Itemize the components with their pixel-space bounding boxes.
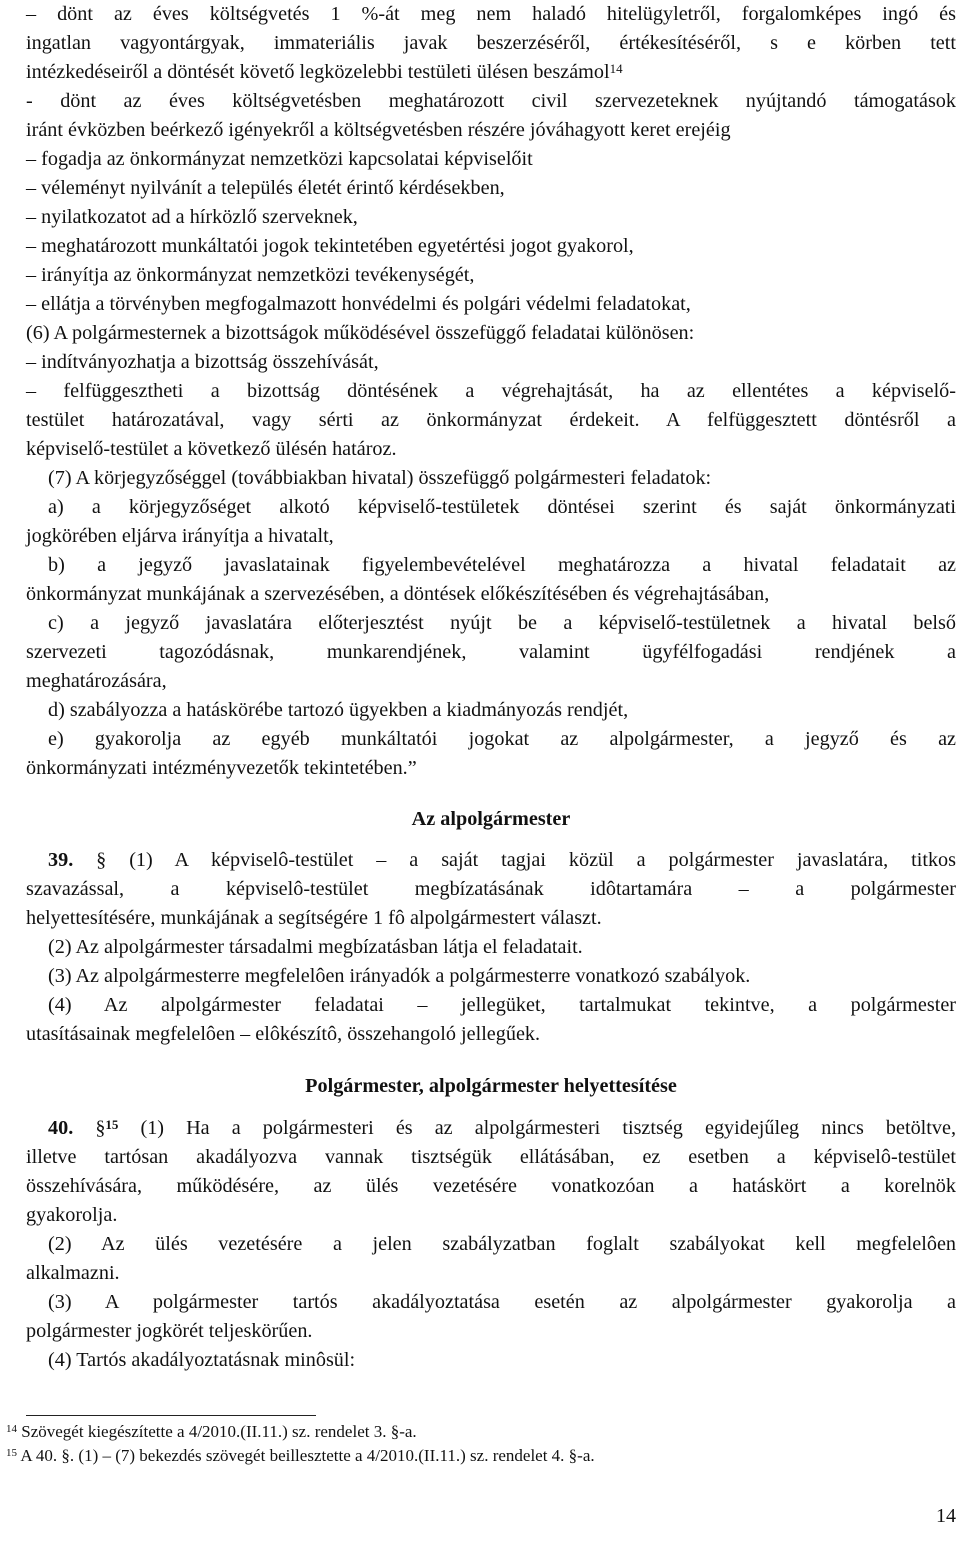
section-heading: Az alpolgármester: [411, 808, 571, 830]
text-line: (3) A polgármester tartós akadályoztatása esetén az alpolgármester gyakorolja a: [48, 1291, 956, 1313]
text-line: alkalmazni.: [26, 1262, 120, 1284]
text-line: önkormányzat munkájának a szervezésében, a döntések előkészítésében és végrehajtásában,: [26, 583, 770, 605]
text-line: polgármester jogkörét teljeskörűen.: [26, 1320, 313, 1342]
page-number: 14: [936, 1505, 956, 1527]
list-item: – meghatározott munkáltatói jogok tekintetében egyetértési jogot gyakorol,: [26, 235, 634, 257]
section-heading: Polgármester, alpolgármester helyettesítése: [305, 1075, 677, 1097]
footnote-divider: [26, 1415, 316, 1416]
list-item: – indítványozhatja a bizottság összehívását,: [26, 351, 379, 373]
paragraph-sign: §: [96, 849, 107, 871]
footnote-ref[interactable]: 14: [609, 61, 623, 76]
text-line: utasításainak megfelelôen – elôkészítô, összehangoló jellegűek.: [26, 1023, 541, 1045]
list-item: – véleményt nyilvánít a település életét érintő kérdésekben,: [26, 177, 505, 199]
text-line: szervezeti tagozódásnak, munkarendjének, valamint ügyfélfogadási rendjének a: [26, 641, 956, 663]
text-line: b) a jegyző javaslatainak figyelembevételével meghatározza a hivatal feladatait az: [48, 554, 956, 576]
section-number: 39.: [48, 849, 74, 871]
text-line: ingatlan vagyontárgyak, immateriális javak beszerzéséről, értékesítéséről, s e körben tett: [26, 32, 956, 54]
text-line: illetve tartósan akadályozva vannak tisztségük ellátásában, ez esetben a képviselô-testület: [26, 1146, 956, 1168]
text-line: összehívására, működésére, az ülés vezetésére vonatkozóan a hatáskört a korelnök: [26, 1175, 956, 1197]
section-number: 40.: [48, 1117, 74, 1139]
list-item: – irányítja az önkormányzat nemzetközi tevékenységét,: [26, 264, 475, 286]
text-line: e) gyakorolja az egyéb munkáltatói jogokat az alpolgármester, a jegyző és az: [48, 728, 956, 750]
text-line: (4) Tartós akadályoztatásnak minôsül:: [48, 1349, 356, 1371]
footnote: $^{14}$ Szövegét kiegészítette a 4/2010.(II.11.) sz. rendelet 3. §-a.: [6, 1422, 417, 1441]
footnote-ref[interactable]: 15: [105, 1117, 119, 1132]
text-line: intézkedéseiről a döntését követő legközelebbi testületi ülésen beszámol$^{14}$: [26, 61, 623, 83]
text-line: jogkörében eljárva irányítja a hivatalt,: [26, 525, 334, 547]
text-line: (7) A körjegyzőséggel (továbbiakban hivatal) összefüggő polgármesteri feladatok:: [48, 467, 712, 489]
text-line: meghatározására,: [26, 670, 167, 692]
text-line: a) a körjegyzőséget alkotó képviselő-testületek döntései szerint és saját önkormányzati: [48, 496, 956, 518]
text-line: 39. § (1) A képviselô-testület – a saját tagjai közül a polgármester javaslatára, titkos: [48, 849, 957, 871]
text-line: iránt évközben beérkező igényekről a költségvetésben részére jóváhagyott keret erejéig: [26, 119, 731, 141]
text-line: – dönt az éves költségvetés 1 %-át meg nem haladó hitelügyletről, forgalomképes ingó és: [26, 3, 956, 25]
list-item: – nyilatkozatot ad a hírközlő szerveknek,: [26, 206, 358, 228]
text-line: (3) Az alpolgármesterre megfelelôen irányadók a polgármesterre vonatkozó szabályok.: [48, 965, 751, 987]
list-item: – fogadja az önkormányzat nemzetközi kapcsolatai képviselőit: [26, 148, 533, 170]
text-line: testület határozatával, vagy sérti az önkormányzat érdekeit. A felfüggesztett döntésről a: [26, 409, 956, 431]
text-line: helyettesítésére, munkájának a segítségére 1 fô alpolgármestert választ.: [26, 907, 602, 929]
list-item: – ellátja a törvényben megfogalmazott honvédelmi és polgári védelmi feladatokat,: [26, 293, 691, 315]
text-line: c) a jegyző javaslatára előterjesztést nyújt be a képviselő-testületnek a hivatal belső: [48, 612, 956, 634]
list-item: – felfüggesztheti a bizottság döntésének a végrehajtását, ha az ellentétes a képviselő-: [26, 380, 956, 402]
text-line: (6) A polgármesternek a bizottságok működésével összefüggő feladatai különösen:: [26, 322, 695, 344]
text-line: önkormányzati intézményvezetők tekintetében.”: [26, 757, 417, 779]
text-line: (4) Az alpolgármester feladatai – jellegüket, tartalmukat tekintve, a polgármester: [48, 994, 956, 1016]
text-line: szavazással, a képviselô-testület megbízatásának idôtartamára – a polgármester: [26, 878, 956, 900]
text-line: - dönt az éves költségvetésben meghatározott civil szervezeteknek nyújtandó támogatások: [26, 90, 956, 112]
text-line: képviselő-testület a következő ülésén határoz.: [26, 438, 397, 460]
text-line: (2) Az alpolgármester társadalmi megbízatásban látja el feladatait.: [48, 936, 583, 958]
text-line: 40. §$^{15}$ (1) Ha a polgármesteri és az alpolgármesteri tisztség egyidejűleg nincs betöltve,: [48, 1117, 956, 1139]
paragraph-sign: §: [95, 1117, 106, 1139]
text-line: d) szabályozza a hatáskörébe tartozó ügyekben a kiadmányozás rendjét,: [48, 699, 629, 721]
text-line: (2) Az ülés vezetésére a jelen szabályzatban foglalt szabályokat kell megfelelôen: [48, 1233, 956, 1255]
footnote: $^{15}$ A 40. §. (1) – (7) bekezdés szövegét beillesztette a 4/2010.(II.11.) sz. rendelet 4. §-a.: [6, 1446, 595, 1465]
text-line: gyakorolja.: [26, 1204, 118, 1226]
